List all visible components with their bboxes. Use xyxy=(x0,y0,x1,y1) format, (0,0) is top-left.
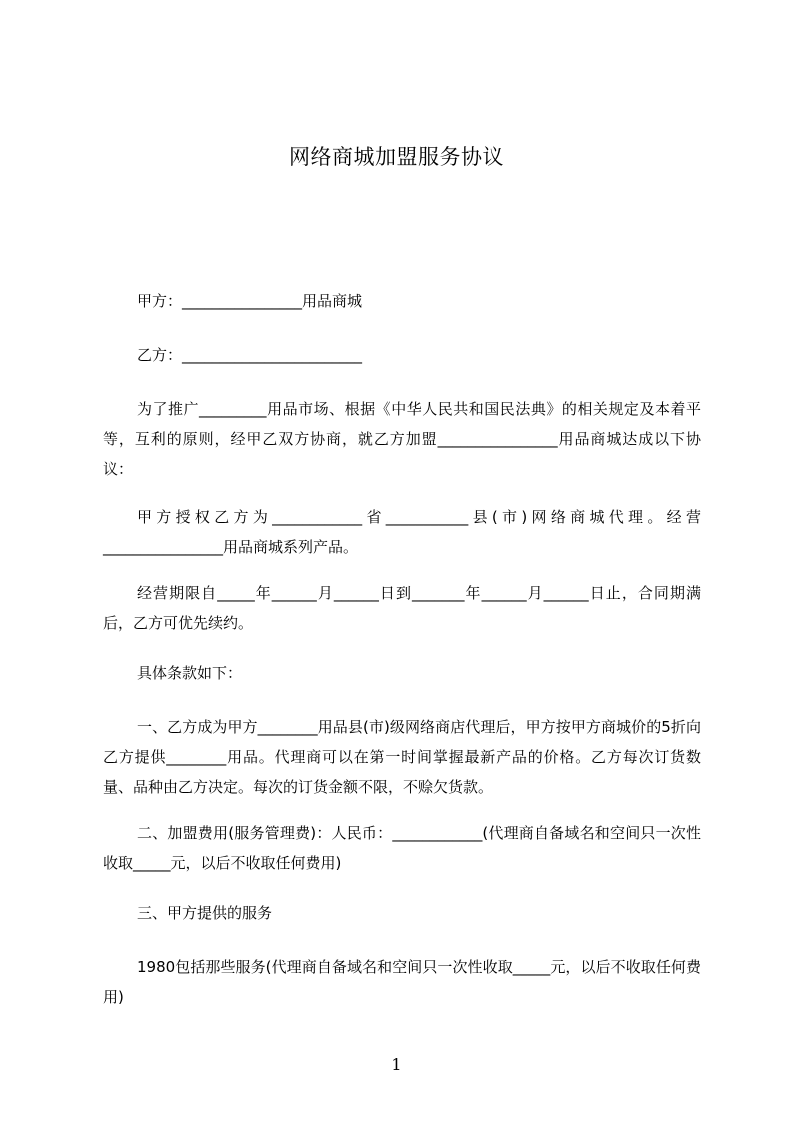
clause-three-heading: 三、甲方提供的服务 xyxy=(137,904,273,922)
clause-two-paragraph: 二、加盟费用(服务管理费)：人民币：____________(代理商自备域名和空间只一次性收取_____元，以后不收取任何费用) xyxy=(103,824,701,872)
preamble-paragraph: 为了推广_________用品市场、根据《中华人民共和国民法典》的相关规定及本着平等，互利的原则，经甲乙双方协商，就乙方加盟________________用品商城达成以下协议： xyxy=(103,400,701,478)
party-b-line: 乙方：________________________ xyxy=(137,346,363,364)
services-paragraph: 1980包括那些服务(代理商自备域名和空间只一次性收取_____元，以后不收取任何费用) xyxy=(103,958,701,1006)
terms-heading: 具体条款如下： xyxy=(137,664,243,682)
document-title: 网络商城加盟服务协议 xyxy=(289,145,504,169)
term-paragraph: 经营期限自_____年______月______日到_______年______月______日止，合同期满后，乙方可优先续约。 xyxy=(103,584,701,632)
authorization-paragraph: 甲方授权乙方为____________省___________县(市)网络商城代理。经营________________用品商城系列产品。 xyxy=(103,508,701,556)
page-number: 1 xyxy=(391,1055,402,1074)
party-a-line: 甲方：________________用品商城 xyxy=(137,292,363,310)
clause-one-paragraph: 一、乙方成为甲方________用品县(市)级网络商店代理后，甲方按甲方商城价的5折向乙方提供________用品。代理商可以在第一时间掌握最新产品的价格。乙方每次订货数量、品种由乙方决定。每次的订货金额不限，不赊欠货款。 xyxy=(103,718,701,796)
